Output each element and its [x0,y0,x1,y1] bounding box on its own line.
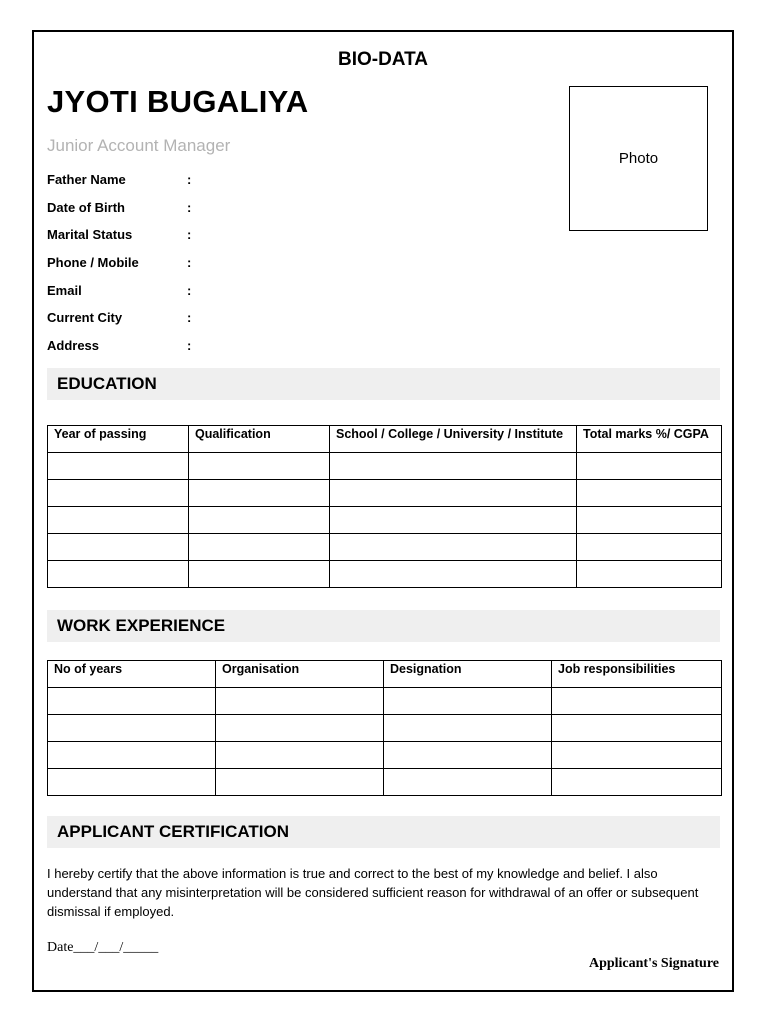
column-header: School / College / University / Institute [330,426,577,453]
job-title: Junior Account Manager [47,136,231,155]
personal-details [47,166,199,359]
table-cell[interactable] [577,561,722,588]
certification-statement: I hereby certify that the above information is true and correct to the best of my knowledge and belief. I also understand that any misinterpretation will be considered sufficient reason for withdrawal of an offer or subsequent dismissal if employed. [47,866,699,919]
table-cell[interactable] [384,688,552,715]
table-cell[interactable] [216,769,384,796]
field-colon: : [187,172,192,188]
column-header: No of years [48,661,216,688]
column-header: Qualification [189,426,330,453]
table-header-row [48,661,722,688]
table-cell[interactable] [552,688,722,715]
table-cell[interactable] [189,507,330,534]
field-current-city[interactable] [47,304,199,332]
table-cell[interactable] [384,715,552,742]
education-rows [48,453,722,588]
photo-placeholder[interactable] [569,86,708,231]
table-cell[interactable] [577,534,722,561]
field-address[interactable] [47,332,199,360]
education-heading: EDUCATION [47,368,720,400]
table-cell[interactable] [384,742,552,769]
table-row [48,480,722,507]
field-label: Address [47,337,100,353]
certification-heading: APPLICANT CERTIFICATION [47,816,720,848]
field-colon: : [187,282,192,298]
field-colon: : [187,199,192,215]
table-cell[interactable] [330,561,577,588]
table-cell[interactable] [552,715,722,742]
table-cell[interactable] [552,769,722,796]
field-email[interactable] [47,276,199,304]
table-cell[interactable] [48,688,216,715]
table-cell[interactable] [189,534,330,561]
education-table [47,425,722,588]
field-label: Marital Status [47,227,133,243]
work-experience-table [47,660,722,796]
table-cell[interactable] [48,507,189,534]
applicant-name: JYOTI BUGALIYA [47,84,309,119]
table-cell[interactable] [577,453,722,480]
work-experience-heading: WORK EXPERIENCE [47,610,720,642]
table-row [48,453,722,480]
table-cell[interactable] [189,453,330,480]
table-cell[interactable] [48,534,189,561]
table-cell[interactable] [48,453,189,480]
field-label: Phone / Mobile [47,255,139,271]
field-date-of-birth[interactable] [47,194,199,222]
table-cell[interactable] [216,715,384,742]
table-cell[interactable] [189,561,330,588]
field-label: Email [47,282,82,298]
document-title: BIO-DATA [337,49,429,70]
field-label: Father Name [47,172,126,188]
field-colon: : [187,310,192,326]
table-cell[interactable] [552,742,722,769]
work-experience-rows [48,688,722,796]
table-cell[interactable] [330,507,577,534]
table-cell[interactable] [330,480,577,507]
table-row [48,507,722,534]
table-cell[interactable] [48,715,216,742]
column-header: Year of passing [48,426,189,453]
table-row [48,688,722,715]
table-row [48,769,722,796]
table-cell[interactable] [330,534,577,561]
column-header: Organisation [216,661,384,688]
signature-label: Applicant's Signature [588,956,719,971]
table-row [48,561,722,588]
table-cell[interactable] [216,742,384,769]
table-cell[interactable] [48,769,216,796]
table-cell[interactable] [48,561,189,588]
date-line[interactable]: Date___/___/_____ [47,940,159,955]
table-cell[interactable] [48,742,216,769]
table-cell[interactable] [48,480,189,507]
table-cell[interactable] [330,453,577,480]
field-label: Date of Birth [47,199,125,215]
photo-label: Photo [618,150,659,167]
field-marital-status[interactable] [47,221,199,249]
table-cell[interactable] [577,480,722,507]
column-header: Job responsibilities [552,661,722,688]
field-father-name[interactable] [47,166,199,194]
table-cell[interactable] [384,769,552,796]
table-row [48,534,722,561]
biodata-page [32,30,734,992]
field-colon: : [187,337,192,353]
field-label: Current City [47,310,123,326]
field-phone-mobile[interactable] [47,249,199,277]
table-header-row [48,426,722,453]
table-row [48,715,722,742]
field-colon: : [187,255,192,271]
column-header: Designation [384,661,552,688]
table-cell[interactable] [216,688,384,715]
table-cell[interactable] [577,507,722,534]
field-colon: : [187,227,192,243]
table-row [48,742,722,769]
table-cell[interactable] [189,480,330,507]
column-header: Total marks %/ CGPA [577,426,722,453]
